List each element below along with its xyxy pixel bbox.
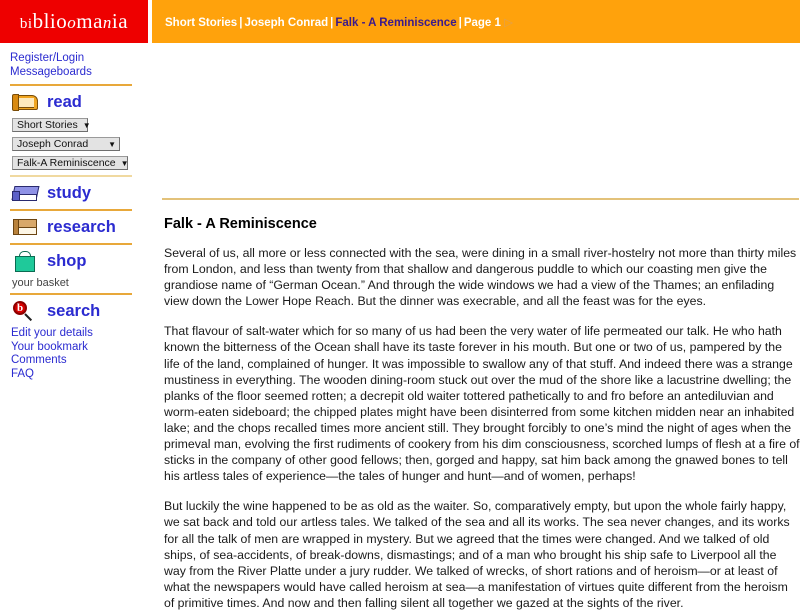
tan-book-icon [12,216,38,238]
sidebar-basket-label[interactable]: your basket [12,277,69,289]
sidebar-link-faq[interactable]: FAQ [11,367,35,380]
sidebar-section-label: read [47,92,82,111]
breadcrumb-separator: | [458,16,462,29]
content-divider [162,198,799,200]
blue-book-icon [12,182,38,204]
select-category-value: Short Stories [17,119,78,131]
sidebar-link-register-login[interactable]: Register/Login [10,52,85,64]
select-author-value: Joseph Conrad [17,138,89,150]
next-page-arrow-icon[interactable]: ▷ [504,16,513,29]
breadcrumb-item-page: Page 1 [463,16,501,29]
sidebar-section-shop[interactable] [12,249,152,273]
shopping-bag-icon [12,250,38,272]
sidebar-selects [12,118,152,170]
main-content [152,43,800,610]
sidebar-rule [10,175,132,177]
logo-wordmark: biblioomania [19,9,129,33]
sidebar-section-read[interactable] [12,90,152,114]
sidebar-section-label: search [47,301,101,320]
sidebar-rule [10,243,132,245]
sidebar-link-comments[interactable]: Comments [11,354,67,366]
select-author[interactable] [12,137,120,151]
sidebar-link-your-bookmark[interactable]: Your bookmark [11,340,88,353]
breadcrumb [165,15,513,29]
breadcrumb-item-current[interactable]: Falk - A Reminiscence [335,16,457,29]
sidebar-section-search[interactable] [12,299,152,323]
sidebar-link-edit-your-details[interactable]: Edit your details [11,327,93,339]
breadcrumb-item-joseph-conrad[interactable]: Joseph Conrad [244,16,329,29]
chevron-down-icon: ▼ [120,158,129,168]
sidebar-utility-links [11,327,152,381]
select-work-value: Falk-A Reminiscence [17,157,116,169]
sidebar-section-study[interactable] [12,181,152,205]
select-category[interactable] [12,118,91,132]
breadcrumb-separator: | [330,16,334,29]
body-paragraph: Several of us, all more or less connected with the sea, were dining in a small river-hostelry not more than thirty miles from London, and less than twenty from that shallow and dangerous puddle to which our coasting men give the grandiose name of “German Ocean.” And through the wide windows we had a view of the Thames; an enfilading view down the Lower Hope Reach. But the dinner was execrable, and all the feast was for the eyes. [164,246,797,309]
chevron-down-icon: ▼ [108,139,116,149]
sidebar-rule [10,84,132,86]
magnifier-icon: b [12,300,38,322]
sidebar-section-label: shop [47,251,87,270]
sidebar-rule [10,293,132,295]
page-title: Falk - A Reminiscence [164,216,317,232]
sidebar-section-research[interactable] [12,215,152,239]
sidebar-account-links [10,51,152,79]
sidebar-section-label: research [47,217,116,236]
breadcrumb-separator: | [239,16,243,29]
breadcrumb-item-short-stories[interactable]: Short Stories [165,16,238,29]
chevron-down-icon: ▼ [82,120,91,130]
select-work[interactable] [12,156,128,170]
sidebar-rule [10,209,132,211]
site-header [0,0,800,43]
sidebar-section-label: study [47,183,92,202]
page-body [0,43,800,610]
breadcrumb-bar [152,0,800,43]
body-paragraph: That flavour of salt-water which for so many of us had been the very water of life permeated our talk. He who hath known the bitterness of the Ocean shall have its taste forever in his mouth. But one or two of us, pampered by the life of the land, complained of hunger. It was impossible to swallow any of that stuff. And indeed there was a strange mustiness in everything. The wooden dining-room stuck out over the mud of the shore like a lacustrine dwelling; the planks of the floor seemed rotten; a decrepit old waiter tottered pathetically to and fro before an antediluvian and worm-eaten sideboard; the chipped plates might have been disinterred from some kitchen midden near an inhabited lake; and the chops recalled times more ancient still. They brought forcibly to one’s mind the night of ages when the primeval man, evolving the first rudiments of cookery from his dim consciousness, scorched lumps of flesh at a fire of sticks in the company of other good fellows; then, gorged and happy, sat him back among the gnawed bones to tell his artless tales of experience—the tales of hunger and hunt—and of women, perhaps! [164,324,800,484]
body-paragraph: But luckily the wine happened to be as old as the waiter. So, comparatively empty, but upon the whole fairly happy, we sat back and told our artless tales. We talked of the sea and all its works. The sea never changes, and its works for all the talk of men are wrapped in mystery. But we agreed that the times were changed. And we talked of old ships, of sea-accidents, of break-downs, dismastings; and of a man who brought his ship safe to Liverpool all the way from the River Platte under a jury rudder. We talked of wrecks, of short rations and of heroism—or at least of what the newspapers would have called heroism at sea—a manifestation of virtues quite different from the heroism of primitive times. And now and then falling silent all together we gazed at the sights of the river. [164,499,790,610]
open-book-icon [12,91,38,113]
site-logo[interactable] [0,0,148,43]
sidebar [0,43,152,588]
sidebar-link-messageboards[interactable]: Messageboards [10,66,92,78]
